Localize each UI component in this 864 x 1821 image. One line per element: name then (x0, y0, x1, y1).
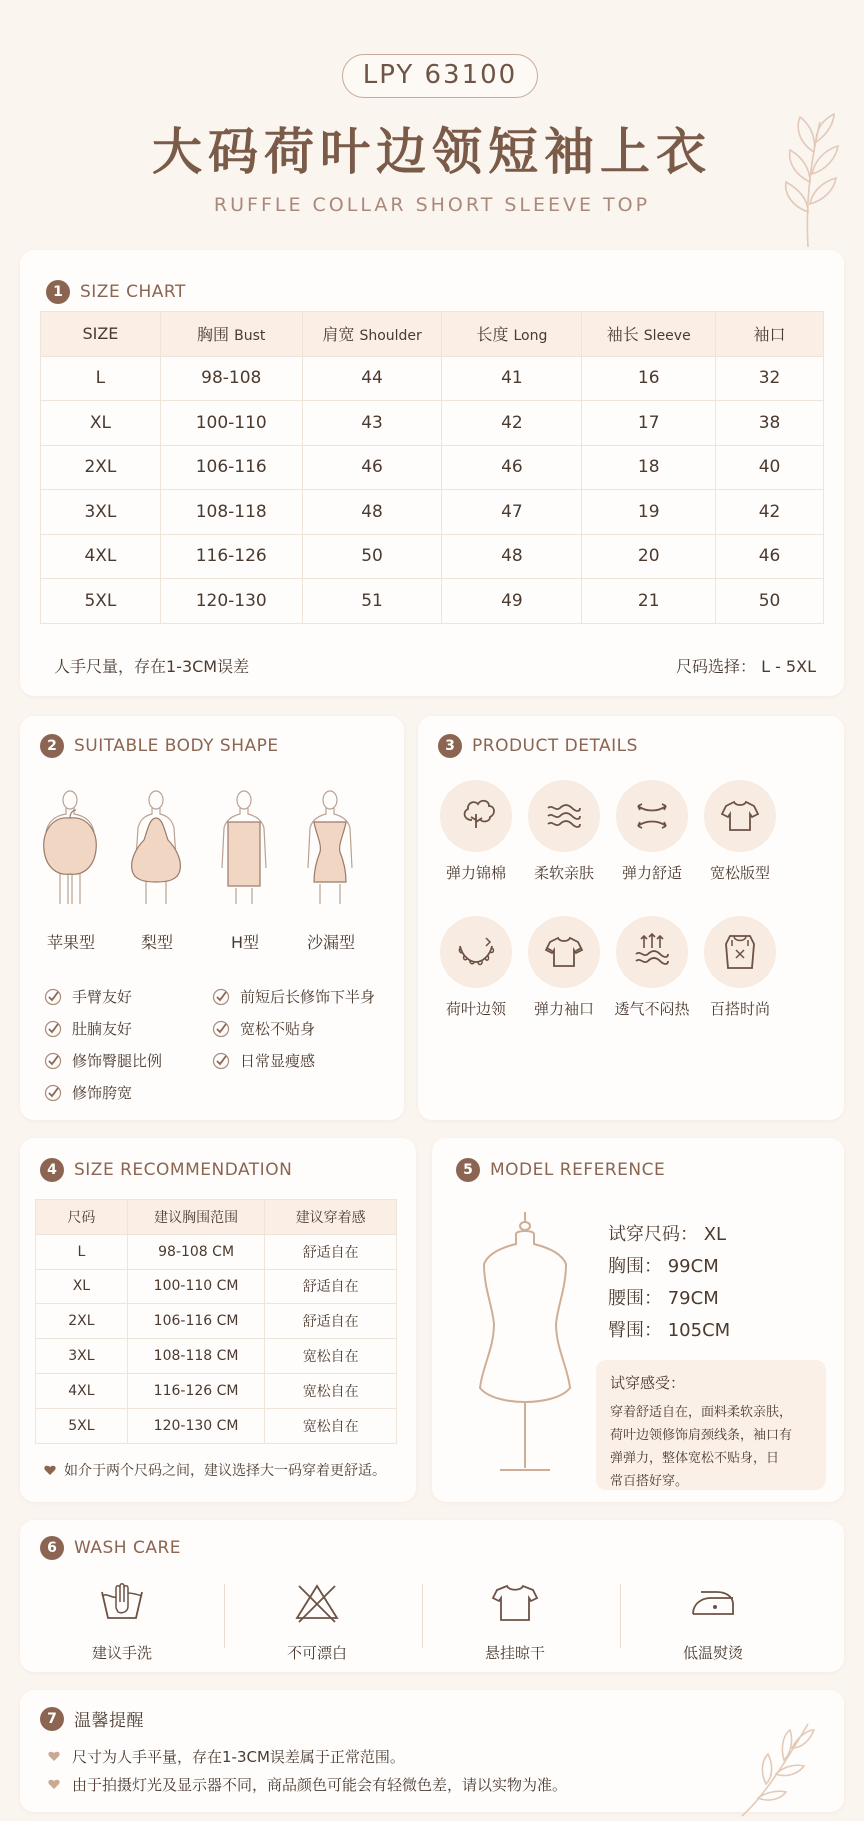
product-feature (426, 916, 526, 1019)
fit-feedback-line: 弹弹力，整体宽松不贴身，日 (610, 1451, 780, 1466)
wash-care-item (257, 1578, 377, 1663)
benefit-label: 修饰臀腿比例 (72, 1052, 163, 1070)
table-cell: 48 (442, 534, 582, 579)
size-chart-table (40, 311, 824, 624)
product-feature (514, 916, 614, 1019)
table-cell: XL (41, 401, 161, 446)
table-row (36, 1339, 397, 1374)
benefit-label: 日常显瘦感 (240, 1052, 316, 1070)
feature-icon-badge (616, 916, 688, 988)
table-row (41, 445, 824, 490)
table-cell: 宽松自在 (265, 1373, 397, 1408)
table-cell: 2XL (41, 445, 161, 490)
shape-label-hourglass: 沙漏型 (306, 933, 355, 952)
feature-icon-badge (528, 916, 600, 988)
fit-feedback-line: 常百搭好穿。 (610, 1474, 689, 1489)
feature-icon-badge (616, 780, 688, 852)
model-code-badge: LPY 63100 (342, 54, 538, 98)
section-title: SIZE CHART (80, 282, 186, 302)
feature-label: 弹力锦棉 (445, 864, 506, 882)
low-iron-icon (687, 1578, 739, 1628)
tips-heading (40, 1706, 144, 1731)
feature-label: 弹力舒适 (621, 864, 682, 882)
hang-dry-icon (489, 1578, 541, 1628)
table-cell: 5XL (41, 579, 161, 624)
product-details-card (418, 716, 844, 1120)
column-header: 尺码 (36, 1200, 128, 1235)
feature-label: 弹力袖口 (533, 1000, 594, 1018)
table-cell: 16 (582, 356, 716, 401)
table-cell: 46 (442, 445, 582, 490)
body-shape-card (20, 716, 404, 1120)
product-feature (602, 780, 702, 883)
table-row (36, 1304, 397, 1339)
table-cell: 43 (302, 401, 442, 446)
tip-text: 尺寸为人手平量，存在1-3CM误差属于正常范围。 (72, 1748, 405, 1766)
heart-icon (48, 1779, 60, 1790)
section-title: WASH CARE (74, 1538, 182, 1558)
heart-icon (44, 1465, 56, 1476)
size-advice-text: 如介于两个尺码之间，建议选择大一码穿着更舒适。 (64, 1463, 386, 1479)
benefit-check-item (212, 986, 375, 1007)
no-bleach-icon (291, 1578, 343, 1628)
table-cell: 宽松自在 (265, 1339, 397, 1374)
model-measurement: 臀围： 105CM (608, 1320, 731, 1341)
table-cell: 宽松自在 (265, 1408, 397, 1443)
table-cell: 舒适自在 (265, 1304, 397, 1339)
section-number: 3 (438, 734, 462, 758)
column-header: 建议胸围范围 (127, 1200, 265, 1235)
size-chart-heading (46, 280, 186, 304)
table-row (36, 1408, 397, 1443)
benefit-check-item (44, 1050, 162, 1071)
table-header-row (36, 1200, 397, 1235)
checkmark-icon (44, 1052, 62, 1070)
product-feature (426, 780, 526, 883)
column-header: 袖口 (716, 312, 824, 357)
table-cell: 98-108 CM (127, 1234, 265, 1269)
feature-icon-badge (440, 916, 512, 988)
leaf-decoration-icon (768, 112, 848, 252)
table-cell: 42 (716, 490, 824, 535)
tips-card (20, 1690, 844, 1812)
size-recommendation-table (35, 1199, 397, 1444)
model-reference-card (432, 1138, 844, 1502)
table-cell: 17 (582, 401, 716, 446)
table-cell: 2XL (36, 1304, 128, 1339)
table-cell: 4XL (41, 534, 161, 579)
tip-item (48, 1774, 567, 1795)
table-cell: 100-110 (160, 401, 302, 446)
table-cell: 50 (716, 579, 824, 624)
benefit-label: 手臂友好 (72, 988, 133, 1006)
table-cell: 18 (582, 445, 716, 490)
model-reference-heading (456, 1158, 665, 1182)
model-measurement: 腰围： 79CM (608, 1288, 719, 1309)
product-feature (514, 780, 614, 883)
model-measurement: 试穿尺码： XL (608, 1224, 727, 1245)
feature-label: 透气不闷热 (614, 1000, 690, 1018)
fit-feedback-text (610, 1401, 812, 1493)
table-cell: 100-110 CM (127, 1269, 265, 1304)
benefit-check-item (212, 1018, 315, 1039)
feature-icon-badge (440, 780, 512, 852)
sleeve-icon (540, 928, 588, 976)
feature-icon-badge (704, 916, 776, 988)
divider (422, 1584, 423, 1648)
section-number: 5 (456, 1158, 480, 1182)
fit-feedback-title: 试穿感受： (610, 1374, 686, 1392)
table-cell: 20 (582, 534, 716, 579)
column-header: 建议穿着感 (265, 1200, 397, 1235)
table-cell: 98-108 (160, 356, 302, 401)
table-cell: 38 (716, 401, 824, 446)
tip-text: 由于拍摄灯光及显示器不同，商品颜色可能会有轻微色差，请以实物为准。 (72, 1776, 568, 1794)
header (0, 0, 864, 240)
table-header-row (41, 312, 824, 357)
table-cell: 21 (582, 579, 716, 624)
shape-label-h: H型 (230, 933, 260, 952)
table-cell: 116-126 CM (127, 1373, 265, 1408)
section-number: 1 (46, 280, 70, 304)
feature-label: 百搭时尚 (709, 1000, 770, 1018)
table-cell: 19 (582, 490, 716, 535)
wash-care-label: 建议手洗 (91, 1644, 152, 1662)
table-cell: 40 (716, 445, 824, 490)
table-row (36, 1373, 397, 1408)
table-row (41, 579, 824, 624)
section-number: 4 (40, 1158, 64, 1182)
table-cell: L (36, 1234, 128, 1269)
table-cell: L (41, 356, 161, 401)
fit-feedback-line: 荷叶边领修饰肩颈线条，袖口有 (610, 1428, 793, 1443)
table-cell: 48 (302, 490, 442, 535)
table-cell: 51 (302, 579, 442, 624)
table-row (36, 1269, 397, 1304)
benefit-check-item (44, 1082, 132, 1103)
size-range-note: 尺码选择： L - 5XL (675, 657, 816, 676)
divider (620, 1584, 621, 1648)
table-cell: 120-130 CM (127, 1408, 265, 1443)
hourglass-shape-figure-icon (298, 788, 362, 906)
page-subtitle: RUFFLE COLLAR SHORT SLEEVE TOP (213, 194, 651, 216)
benefit-label: 前短后长修饰下半身 (240, 988, 376, 1006)
feature-icon-badge (704, 780, 776, 852)
stretch-icon (628, 792, 676, 840)
wash-care-item (455, 1578, 575, 1663)
section-title: SIZE RECOMMENDATION (74, 1160, 293, 1180)
table-row (36, 1234, 397, 1269)
shape-label-apple: 苹果型 (46, 933, 95, 952)
section-number: 7 (40, 1707, 64, 1731)
checkmark-icon (44, 1084, 62, 1102)
wash-care-label: 不可漂白 (286, 1644, 347, 1662)
fit-feedback-line: 穿着舒适自在，面料柔软亲肤， (610, 1405, 793, 1420)
table-cell: 106-116 (160, 445, 302, 490)
table-cell: 3XL (36, 1339, 128, 1374)
table-cell: 46 (302, 445, 442, 490)
table-cell: 42 (442, 401, 582, 446)
column-header: 肩宽 Shoulder (302, 312, 442, 357)
waves-icon (540, 792, 588, 840)
cotton-icon (452, 792, 500, 840)
benefit-check-item (44, 986, 132, 1007)
table-cell: 舒适自在 (265, 1234, 397, 1269)
column-header: SIZE (41, 312, 161, 357)
table-cell: 44 (302, 356, 442, 401)
column-header: 胸围 Bust (160, 312, 302, 357)
table-cell: 108-118 (160, 490, 302, 535)
table-cell: 5XL (36, 1408, 128, 1443)
heart-icon (48, 1751, 60, 1762)
fashion-icon (716, 928, 764, 976)
wash-care-item (62, 1578, 182, 1663)
hand-wash-icon (96, 1578, 148, 1628)
table-cell: 50 (302, 534, 442, 579)
shape-label-pear: 梨型 (140, 933, 173, 952)
table-row (41, 534, 824, 579)
tip-item (48, 1746, 405, 1767)
benefit-label: 肚腩友好 (72, 1020, 133, 1038)
wash-care-heading (40, 1536, 181, 1560)
size-recommendation-card (20, 1138, 416, 1502)
mannequin-icon (470, 1208, 580, 1480)
section-title: 温馨提醒 (74, 1711, 144, 1731)
benefit-label: 宽松不贴身 (240, 1020, 316, 1038)
wash-care-item (653, 1578, 773, 1663)
tshirt-icon (716, 792, 764, 840)
apple-shape-figure-icon (38, 788, 102, 906)
section-title: SUITABLE BODY SHAPE (74, 736, 279, 756)
table-cell: 46 (716, 534, 824, 579)
size-chart-card (20, 250, 844, 696)
feature-label: 宽松版型 (709, 864, 770, 882)
checkmark-icon (212, 988, 230, 1006)
table-cell: 116-126 (160, 534, 302, 579)
table-cell: 3XL (41, 490, 161, 535)
checkmark-icon (212, 1020, 230, 1038)
benefit-check-item (212, 1050, 315, 1071)
table-cell: 120-130 (160, 579, 302, 624)
table-cell: 47 (442, 490, 582, 535)
ruffle-collar-icon (452, 928, 500, 976)
checkmark-icon (44, 1020, 62, 1038)
benefit-check-item (44, 1018, 132, 1039)
pear-shape-figure-icon (124, 788, 188, 906)
table-row (41, 401, 824, 446)
product-feature (690, 780, 790, 883)
table-cell: 49 (442, 579, 582, 624)
table-cell: XL (36, 1269, 128, 1304)
table-cell: 4XL (36, 1373, 128, 1408)
table-cell: 32 (716, 356, 824, 401)
body-shape-heading (40, 734, 279, 758)
section-number: 2 (40, 734, 64, 758)
benefit-label: 修饰胯宽 (72, 1084, 133, 1102)
leaf-decoration-icon (732, 1718, 816, 1818)
wash-care-label: 悬挂晾干 (484, 1644, 545, 1662)
feature-label: 荷叶边领 (445, 1000, 506, 1018)
table-row (41, 490, 824, 535)
size-advice-note (44, 1460, 386, 1480)
product-feature (690, 916, 790, 1019)
column-header: 袖长 Sleeve (582, 312, 716, 357)
table-cell: 41 (442, 356, 582, 401)
section-title: MODEL REFERENCE (490, 1160, 666, 1180)
section-number: 6 (40, 1536, 64, 1560)
table-cell: 106-116 CM (127, 1304, 265, 1339)
model-measurement: 胸围： 99CM (608, 1256, 719, 1277)
size-recommendation-heading (40, 1158, 292, 1182)
fit-feedback-box (596, 1360, 826, 1490)
feature-icon-badge (528, 780, 600, 852)
feature-label: 柔软亲肤 (533, 864, 594, 882)
product-details-heading (438, 734, 638, 758)
measurement-note: 人手尺量，存在1-3CM误差 (54, 657, 250, 676)
wash-care-label: 低温熨烫 (682, 1644, 743, 1662)
page-title: 大码荷叶边领短袖上衣 (152, 122, 712, 181)
checkmark-icon (212, 1052, 230, 1070)
table-cell: 舒适自在 (265, 1269, 397, 1304)
breathable-icon (628, 928, 676, 976)
product-feature (602, 916, 702, 1019)
table-cell: 108-118 CM (127, 1339, 265, 1374)
divider (224, 1584, 225, 1648)
h-shape-figure-icon (212, 788, 276, 906)
table-row (41, 356, 824, 401)
section-title: PRODUCT DETAILS (472, 736, 638, 756)
wash-care-card (20, 1520, 844, 1672)
column-header: 长度 Long (442, 312, 582, 357)
checkmark-icon (44, 988, 62, 1006)
